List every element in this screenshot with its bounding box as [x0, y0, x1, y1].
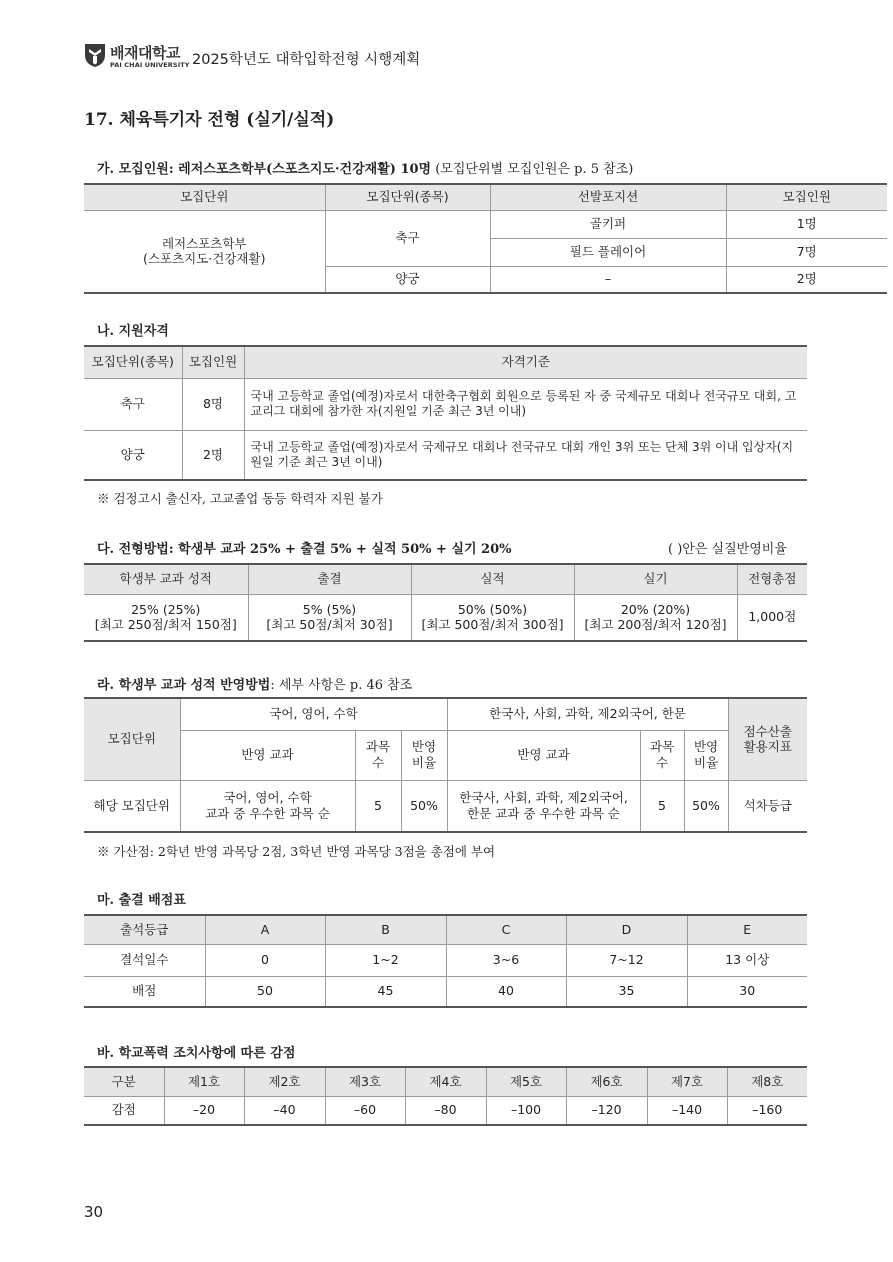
recruit-heading-suffix: (모집단위별 모집인원은 p. 5 참조): [431, 162, 634, 177]
table-header: 모집단위: [84, 184, 325, 210]
table-header: 반영 교과: [447, 730, 640, 780]
table-header: 한국사, 사회, 과학, 제2외국어, 한문: [447, 698, 728, 730]
table-header: 자격기준: [244, 346, 807, 378]
table-header: 모집단위(종목): [84, 346, 182, 378]
grade-method-heading-rest: : 세부 사항은 p. 46 참조: [270, 678, 413, 693]
table-header: 제3호: [325, 1067, 405, 1096]
table-header: 점수산출 활용지표: [728, 698, 807, 780]
position-cell: 골키퍼: [490, 210, 726, 238]
table-cell: 0: [205, 944, 325, 976]
criteria-cell: 국내 고등학교 졸업(예정)자로서 대한축구협회 회원으로 등록된 자 중 국제규모 대회나 전국규모 대회, 고교리그 대회에 참가한 자(지원일 기준 최근 3년 이내): [244, 378, 807, 430]
num-cell: 5: [355, 780, 401, 832]
record-cell: [411, 594, 574, 641]
logo-name: 배재대학교: [110, 44, 180, 62]
table-cell: 7~12: [566, 944, 687, 976]
table-cell: 3~6: [446, 944, 566, 976]
table-header: 제4호: [405, 1067, 486, 1096]
grade-method-heading-bold: 라. 학생부 교과 성적 반영방법: [97, 678, 271, 693]
recruit-heading: [97, 158, 633, 177]
eligibility-table: [84, 345, 807, 481]
header-title: 2025학년도 대학입학전형 시행계획: [192, 52, 421, 68]
unit-cell: 레저스포츠학부 (스포츠지도·건강재활): [84, 210, 325, 293]
shield-logo-icon: [84, 42, 106, 68]
table-header: 반영 비율: [684, 730, 728, 780]
method-table: [84, 563, 807, 642]
table-header: 과목 수: [640, 730, 684, 780]
table-cell: 13 이상: [687, 944, 807, 976]
ratio-cell: 50%: [401, 780, 447, 832]
table-cell: 35: [566, 976, 687, 1007]
table-cell: 결석일수: [84, 944, 205, 976]
attendance-cell: [248, 594, 411, 641]
table-cell: 50: [205, 976, 325, 1007]
table-header: 반영 교과: [180, 730, 355, 780]
pct-value: 20% (20%): [620, 601, 691, 617]
table-header: B: [325, 915, 446, 944]
subject-cell: 한국사, 사회, 과학, 제2외국어, 한문 교과 중 우수한 과목 순: [447, 780, 640, 832]
table-header: 제8호: [727, 1067, 807, 1096]
criteria-cell: 국내 고등학교 졸업(예정)자로서 국제규모 대회나 전국규모 대회 개인 3위 또는 단체 3위 이내 입상자(지원일 기준 최근 3년 이내): [244, 430, 807, 480]
table-cell: 배점: [84, 976, 205, 1007]
count-cell: 8명: [182, 378, 244, 430]
count-cell: 2명: [726, 266, 887, 293]
grade-method-table: [84, 697, 807, 833]
page-header: [84, 42, 824, 72]
method-note: ( )안은 실질반영비율: [668, 542, 787, 557]
table-cell: –40: [244, 1096, 325, 1125]
range-value: [최고 50점/최저 30점]: [266, 617, 393, 633]
position-cell: 필드 플레이어: [490, 238, 726, 266]
table-header: 실적: [411, 564, 574, 594]
attendance-heading: 마. 출결 배점표: [97, 893, 186, 908]
position-cell: –: [490, 266, 726, 293]
range-value: [최고 250점/최저 150점]: [94, 617, 237, 633]
violence-table: [84, 1066, 807, 1126]
sport-cell: 양궁: [325, 266, 490, 293]
eligibility-heading: 나. 지원자격: [97, 324, 169, 339]
table-cell: 30: [687, 976, 807, 1007]
subject-cell: 국어, 영어, 수학 교과 중 우수한 과목 순: [180, 780, 355, 832]
table-header: 모집단위: [84, 698, 180, 780]
table-header: 실기: [574, 564, 737, 594]
count-cell: 7명: [726, 238, 887, 266]
table-header: 학생부 교과 성적: [84, 564, 248, 594]
method-heading: 다. 전형방법: 학생부 교과 25% + 출결 5% + 실적 50% + 실기 20%: [97, 542, 512, 557]
table-header: 모집인원: [182, 346, 244, 378]
table-header: C: [446, 915, 566, 944]
table-header: 과목 수: [355, 730, 401, 780]
table-header: 모집단위(종목): [325, 184, 490, 210]
total-cell: 1,000점: [737, 594, 807, 641]
range-value: [최고 200점/최저 120점]: [584, 617, 727, 633]
recruit-table: [84, 183, 887, 294]
table-header: 출결: [248, 564, 411, 594]
table-cell: –140: [647, 1096, 727, 1125]
table-cell: 45: [325, 976, 446, 1007]
table-cell: –20: [164, 1096, 244, 1125]
table-header: 구분: [84, 1067, 164, 1096]
num-cell: 5: [640, 780, 684, 832]
bonus-note: ※ 가산점: 2학년 반영 과목당 2점, 3학년 반영 과목당 3점을 총점에 부여: [97, 844, 496, 859]
sport-cell: 축구: [325, 210, 490, 266]
table-header: 제5호: [486, 1067, 566, 1096]
unit-cell: 해당 모집단위: [84, 780, 180, 832]
table-header: 제1호: [164, 1067, 244, 1096]
recruit-heading-bold: 레저스포츠학부(스포츠지도·건강재활) 10명: [178, 162, 432, 177]
page-number: 30: [84, 1203, 104, 1221]
grade-method-heading: [97, 674, 412, 693]
table-header: 제6호: [566, 1067, 647, 1096]
pct-value: 50% (50%): [457, 601, 528, 617]
table-cell: 1~2: [325, 944, 446, 976]
sport-cell: 양궁: [84, 430, 182, 480]
attendance-table: [84, 914, 807, 1008]
pct-value: 25% (25%): [131, 601, 201, 617]
table-cell: 감점: [84, 1096, 164, 1125]
table-header: D: [566, 915, 687, 944]
count-cell: 1명: [726, 210, 887, 238]
table-header: 국어, 영어, 수학: [180, 698, 447, 730]
grade-cell: [84, 594, 248, 641]
eligibility-note: ※ 검정고시 출신자, 고교졸업 동등 학력자 지원 불가: [97, 491, 383, 506]
logo-subtitle: PAI CHAI UNIVERSITY: [110, 61, 190, 69]
table-header: 모집인원: [726, 184, 887, 210]
index-cell: 석차등급: [728, 780, 807, 832]
count-cell: 2명: [182, 430, 244, 480]
sport-cell: 축구: [84, 378, 182, 430]
section-title: 17. 체육특기자 전형 (실기/실적): [84, 110, 335, 130]
table-header: 선발포지션: [490, 184, 726, 210]
table-cell: –100: [486, 1096, 566, 1125]
range-value: [최고 500점/최저 300점]: [421, 617, 564, 633]
table-header: 제7호: [647, 1067, 727, 1096]
ratio-cell: 50%: [684, 780, 728, 832]
practical-cell: [574, 594, 737, 641]
table-cell: –160: [727, 1096, 807, 1125]
table-header: A: [205, 915, 325, 944]
table-cell: –60: [325, 1096, 405, 1125]
table-header: 반영 비율: [401, 730, 447, 780]
table-cell: 40: [446, 976, 566, 1007]
table-header: 전형총점: [737, 564, 807, 594]
pct-value: 5% (5%): [302, 601, 357, 617]
violence-heading: 바. 학교폭력 조치사항에 따른 감점: [97, 1046, 296, 1061]
table-header: 출석등급: [84, 915, 205, 944]
table-header: E: [687, 915, 807, 944]
table-cell: –80: [405, 1096, 486, 1125]
table-cell: –120: [566, 1096, 647, 1125]
recruit-heading-prefix: 가. 모집인원:: [97, 162, 179, 177]
table-header: 제2호: [244, 1067, 325, 1096]
